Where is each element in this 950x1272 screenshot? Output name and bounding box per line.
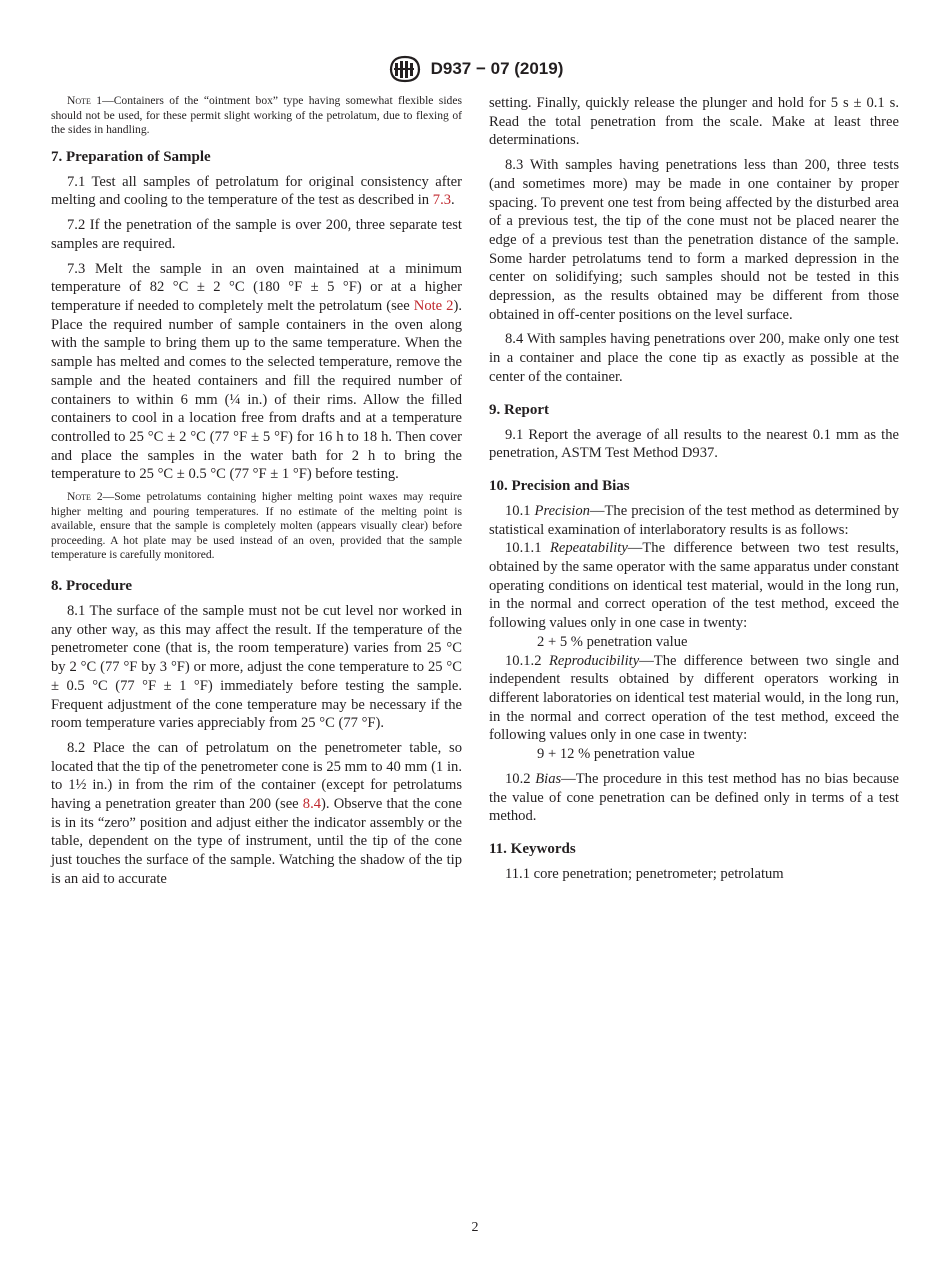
paragraph-9-1: 9.1 Report the average of all results to the nearest 0.1 mm as the penetration, ASTM Test Method D937. [489,426,899,462]
section-8-heading: 8. Procedure [51,578,133,594]
link-7-3[interactable]: 7.3 [432,192,452,209]
note-label: Note [67,94,91,107]
repeatability-formula: 2 + 5 % penetration value [537,633,688,650]
paragraph-8-2-continued: setting. Finally, quickly release the plunger and hold for 5 s ± 0.1 s. Read the total penetration from the scale. Make at least three determinations. [489,95,899,149]
paragraph-number: 10.1.2 [505,652,549,669]
section-10-heading: 10. Precision and Bias [489,477,630,494]
note-1 [51,94,462,138]
paragraph-number: 10.1.1 [505,540,550,557]
paragraph-text: —The difference between two single and independent results obtained by different operators working in different laboratories on identical test material would, in the long run, in the normal and correct operation of the test method, exceed the following values only in one case in twenty: [489,652,899,744]
term: Bias [535,770,562,787]
paragraph-8-3: 8.3 With samples having penetrations less than 200, three tests (and sometimes more) may be made in one container by proper spacing. To prevent one test from being affected by the disturbed area of a previous test, the tip of the cone must not be placed nearer the edge of a previous test than the penetration distance of the sample. Some harder petrolatums tend to form a marked depression in the center on solidifying; such samples should not be tested in this depression, as the results obtained may be different from those obtained in off-center positions on the level surface. [489,157,899,323]
paragraph-text: . [451,192,455,209]
paragraph-text: —The difference between two test results, obtained by the same operator with the same apparatus under constant operating conditions on identical test material, would in the long run, in the normal and correct operation of the test method, exceed the following values only in one case in twenty: [489,540,899,632]
right-column [489,94,899,890]
reproducibility-formula: 9 + 12 % penetration value [537,746,695,763]
section-11-heading: 11. Keywords [489,840,576,857]
left-column [51,94,462,895]
term: Reproducibility [548,652,640,669]
paragraph-7-2: 7.2 If the penetration of the sample is over 200, three separate test samples are required. [51,217,462,252]
note-2 [51,490,462,563]
document-designation: D937 − 07 (2019) [430,59,564,78]
paragraph-8-2 [51,739,462,889]
paragraph-text: 8.2 Place the can of petrolatum on the penetrometer table, so located that the tip of the penetrometer cone is 25 mm to 40 mm (1 in. to 1½ in.) in from the rim of the container (except for petrolatums having a penetration greater than 200 (see [51,739,462,813]
paragraph-text: —The precision of the test method as determined by statistical examination of interlaboratory results is as follows: [489,502,899,538]
note-text: 1—Containers of the “ointment box” type having somewhat flexible sides should not be used, for these permit slight working of the petrolatum, due to flexing of the sides in handling. [51,94,462,137]
paragraph-number: 10.2 [505,770,536,787]
paragraph-8-1: 8.1 The surface of the sample must not be cut level nor worked in any other way, as this may affect the result. If the temperature of the penetrometer cone (that is, the room temperature) varies from 25 °C by 2 °C (77 °F by 3 °F) or more, adjust the cone temperature to 25 °C ± 0.5 °C (77 °F ± 1 °F) immediately before testing the sample. Frequent adjustment of the cone temperature may be necessary if the room temperature varies appreciably from 25 °C (77 °F). [51,603,462,732]
paragraph-10-1-2 [489,652,899,746]
page-header [0,54,950,84]
term: Repeatability [549,540,628,557]
paragraph-8-4: 8.4 With samples having penetrations over 200, make only one test in a container and place the cone tip as exactly as possible at the center of the container. [489,331,899,385]
paragraph-text: 7.1 Test all samples of petrolatum for original consistency after melting and cooling to the temperature of the test as described in [51,173,462,209]
paragraph-10-1-1 [489,539,899,633]
astm-logo-icon [387,54,423,84]
section-7-heading: 7. Preparation of Sample [51,148,211,165]
link-note-2[interactable]: Note 2 [413,298,454,314]
paragraph-text: —The procedure in this test method has no bias because the value of cone penetration can be defined only in terms of a test method. [489,770,899,825]
paragraph-7-3 [51,260,462,484]
note-label: Note [67,490,91,504]
paragraph-11-1: 11.1 core penetration; penetrometer; petrolatum [505,865,784,882]
paragraph-text: ). Place the required number of sample containers in the oven along with the sample to bring them up to the same temperature. When the sample has melted and comes to the selected temperature, remove the sample and the heated containers and fill the required number of containers to within 6 mm (¼ in.) of their rims. Allow the filled containers to cool in a location free from drafts and at a temperature controlled to 25 °C ± 2 °C (77 °F ± 5 °F) for 16 h to 18 h. Then cover and place the samples in the water bath for 2 h to bring the temperature to 25 °C ± 0.5 °C (77 °F ± 1 °F) before testing. [51,298,462,483]
paragraph-text: ). Observe that the cone is in its “zero” position and adjust either the indicator assembly or the table, dependent on the type of instrument, until the tip of the cone just touches the surface of the sample. Watching the shadow of the tip is an aid to accurate [51,796,462,887]
link-8-4[interactable]: 8.4 [302,796,322,813]
term: Precision [534,502,590,519]
paragraph-10-1 [489,502,899,539]
note-text: 2—Some petrolatums containing higher melting point waxes may require higher melting and pouring temperatures. If no estimate of the melting point is available, ensure that the sample is completely molten (appears visually clear) before proceeding. A hot plate may be used instead of an oven, provided that the sample temperature is carefully monitored. [51,490,462,562]
paragraph-text: 7.3 Melt the sample in an oven maintained at a minimum temperature of 82 °C ± 2 °C (180 °F ± 5 °F) or at a higher temperature if needed to completely melt the petrolatum (see [51,260,462,314]
paragraph-number: 10.1 [505,502,535,519]
paragraph-10-2 [489,770,899,826]
section-9-heading: 9. Report [489,401,549,418]
paragraph-7-1 [51,173,462,210]
page-number: 2 [471,1220,479,1235]
